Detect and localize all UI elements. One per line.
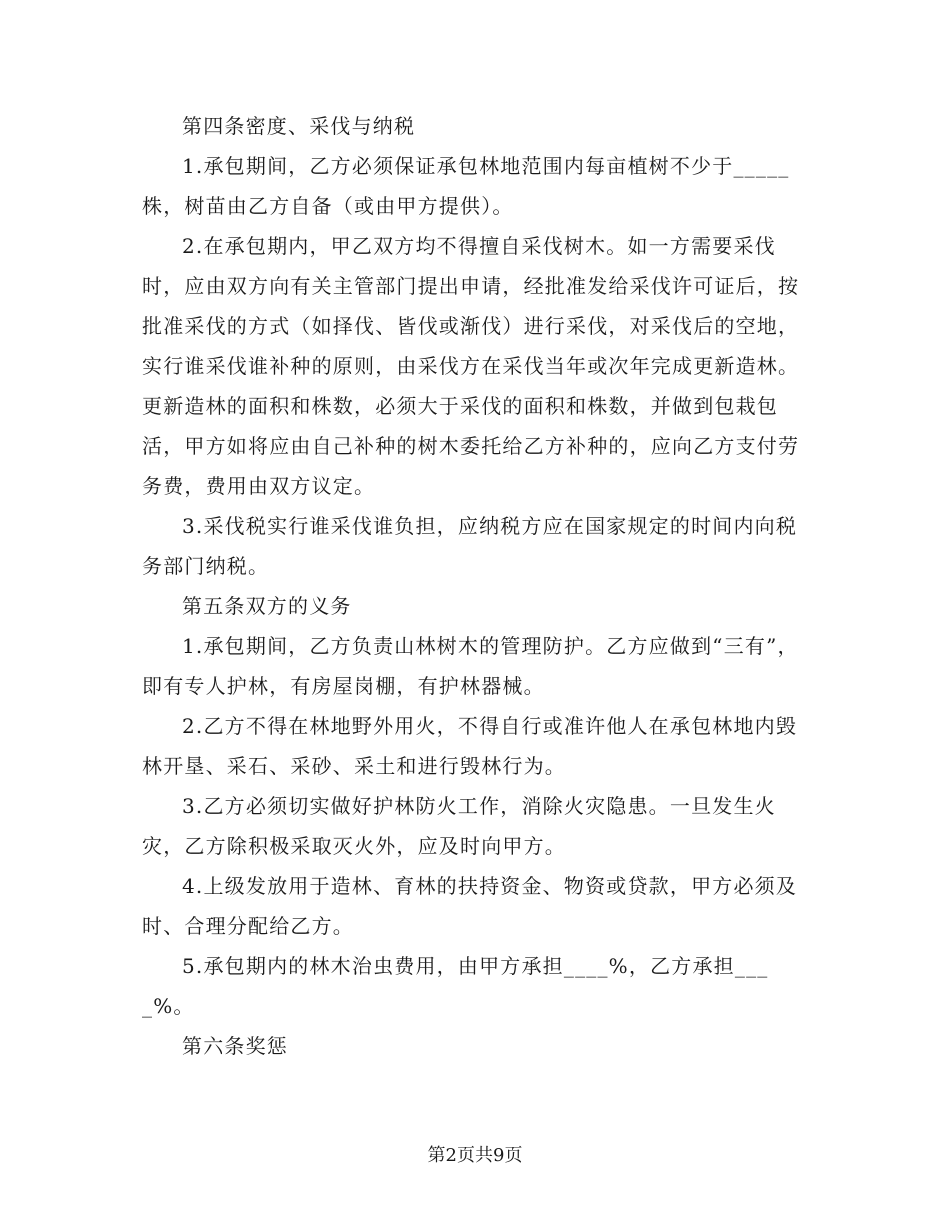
paragraph-5-2: 2.乙方不得在林地野外用火，不得自行或准许他人在承包林地内毁林开垦、采石、采砂、采土和进行毁林行为。 bbox=[142, 714, 798, 778]
paragraph-4-3: 3.采伐税实行谁采伐谁负担，应纳税方应在国家规定的时间内向税务部门纳税。 bbox=[142, 514, 798, 578]
section-heading-4: 第四条密度、采伐与纳税 bbox=[182, 114, 416, 138]
paragraph-5-4: 4.上级发放用于造林、育林的扶持资金、物资或贷款，甲方必须及时、合理分配给乙方。 bbox=[142, 874, 798, 938]
section-heading-6: 第六条奖惩 bbox=[182, 1034, 288, 1058]
section-heading-5: 第五条双方的义务 bbox=[182, 594, 352, 618]
paragraph-4-2: 2.在承包期内，甲乙双方均不得擅自采伐树木。如一方需要采伐时，应由双方向有关主管部门提出申请，经批准发给采伐许可证后，按批准采伐的方式（如择伐、皆伐或渐伐）进行采伐，对采伐后的空地，实行谁采伐谁补种的原则，由采伐方在采伐当年或次年完成更新造林。更新造林的面积和株数，必须大于采伐的面积和株数，并做到包栽包活，甲方如将应由自己补种的树木委托给乙方补种的，应向乙方支付劳务费，费用由双方议定。 bbox=[142, 234, 800, 498]
document-body bbox=[142, 106, 808, 1066]
paragraph-5-1: 1.承包期间，乙方负责山林树木的管理防护。乙方应做到“三有”，即有专人护林，有房屋岗棚，有护林器械。 bbox=[142, 634, 799, 698]
paragraph-5-5: 5.承包期内的林木治虫费用，由甲方承担____%，乙方承担____%。 bbox=[142, 954, 769, 1018]
paragraph-4-1: 1.承包期间，乙方必须保证承包林地范围内每亩植树不少于_____株，树苗由乙方自备（或由甲方提供）。 bbox=[142, 154, 790, 218]
paragraph-5-3: 3.乙方必须切实做好护林防火工作，消除火灾隐患。一旦发生火灾，乙方除积极采取灭火外，应及时向甲方。 bbox=[142, 794, 776, 858]
page-number-footer: 第2页共9页 bbox=[427, 1145, 523, 1166]
